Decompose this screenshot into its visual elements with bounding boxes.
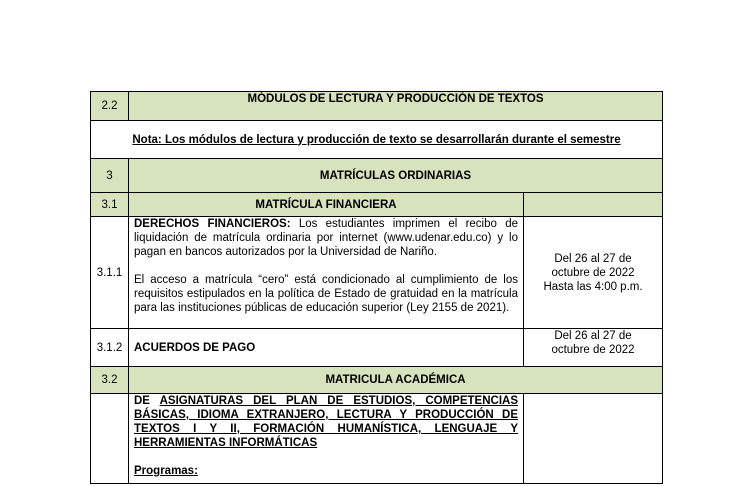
empty-cell — [524, 394, 663, 484]
section-title: MATRICULA ACADÉMICA — [129, 367, 663, 394]
section-title: MATRÍCULAS ORDINARIAS — [129, 159, 663, 193]
programs-label: Programas: — [134, 465, 198, 477]
academic-subjects-cell — [129, 394, 524, 484]
subjects-paragraph — [134, 394, 518, 450]
note-row — [91, 121, 663, 159]
calendar-table — [90, 91, 663, 484]
zero-enrollment-paragraph: El acceso a matrícula “cero” está condicionado al cumplimiento de los requisitos estipulados en la política de Estado de gratuidad en la matrícula para las instituciones públicas de educación superior (Ley 2155 de 2021). — [134, 274, 518, 314]
date-line: octubre de 2022 — [551, 266, 635, 279]
date-line: Del 26 al 27 de — [554, 330, 632, 342]
financial-rights-paragraph — [134, 217, 518, 259]
note-text: Nota: Los módulos de lectura y producción de texto se desarrollarán durante el semestre — [91, 121, 663, 159]
subjects-lead: DE — [134, 395, 150, 407]
row-2-2 — [91, 92, 663, 121]
empty-cell — [91, 394, 129, 484]
empty-cell — [524, 193, 663, 217]
section-title: MÓDULOS DE LECTURA Y PRODUCCIÓN DE TEXTOS — [129, 92, 663, 121]
date-cell — [524, 217, 663, 329]
row-3-1-1 — [91, 217, 663, 329]
payment-agreements-title: ACUERDOS DE PAGO — [129, 329, 524, 367]
row-number: 3.1.2 — [91, 329, 129, 367]
subjects-list: ASIGNATURAS DEL PLAN DE ESTUDIOS, COMPETENCIAS BÁSICAS, IDIOMA EXTRANJERO, LECTURA Y PRODUCCIÓN DE TEXTOS I Y II, FORMACIÓN HUMANÍSTICA, LENGUAJE Y HERRAMIENTAS INFORMÁTICAS — [134, 395, 518, 449]
row-3-1 — [91, 193, 663, 217]
date-line: octubre de 2022 — [551, 344, 635, 356]
date-line: Del 26 al 27 de — [554, 252, 632, 265]
row-3-1-2 — [91, 329, 663, 367]
row-number: 3 — [91, 159, 129, 193]
row-3 — [91, 159, 663, 193]
time-line: Hasta las 4:00 p.m. — [543, 280, 643, 293]
row-number: 3.1.1 — [91, 217, 129, 329]
financial-rights-cell — [129, 217, 524, 329]
financial-rights-text: Los estudiantes imprimen el recibo de liquidación de matrícula ordinaria por internet (www.udenar.edu.co) y lo pagan en bancos autorizados por la Universidad de Nariño. — [134, 218, 518, 258]
row-number: 3.2 — [91, 367, 129, 394]
row-3-2-content — [91, 394, 663, 484]
row-3-2 — [91, 367, 663, 394]
row-number: 3.1 — [91, 193, 129, 217]
financial-rights-lead: DERECHOS FINANCIEROS: — [134, 218, 291, 230]
row-number: 2.2 — [91, 92, 129, 121]
date-cell — [524, 329, 663, 367]
section-title: MATRÍCULA FINANCIERA — [129, 193, 524, 217]
